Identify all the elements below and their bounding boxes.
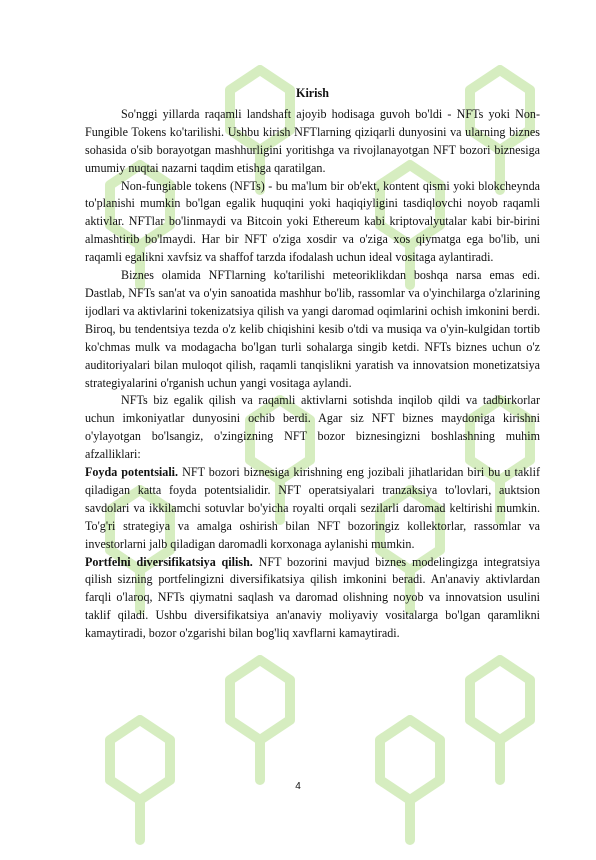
paragraph-1: So'nggi yillarda raqamli landshaft ajoyib hodisaga guvoh bo'ldi - NFTs yoki Non-Fungible Tokens ko'tarilishi. Ushbu kirish NFTlarning qiziqarli dunyosini va ularning biznes sohasida o'sib borayotgan mashhurligini yoritishga va rivojlanayotgan NFT bozori biznesiga umumiy nuqtai nazarni taqdim etishga qaratilgan. — [85, 106, 540, 175]
page-title: Kirish — [296, 86, 329, 100]
document-body — [85, 85, 540, 643]
paragraph-2: Non-fungiable tokens (NFTs) - bu ma'lum bir ob'ekt, kontent qismi yoki blokcheynda to'planishi mumkin bo'lgan egalik huquqini yoki haqiqiyligini tasdiqlovchi noyob raqamli aktivlar. NFTlar bo'linmaydi va Bitcoin yoki Ethereum kabi kriptovalyutalar kabi bir-birini almashtirib bo'lmaydi. Har bir NFT o'ziga xosdir va o'ziga xos qiymatga ega bo'lib, uni raqamli egalikni xavfsiz va shaffof tarzda ifodalash uchun ideal vositaga aylantiradi. — [85, 178, 540, 265]
section-lead: Portfelni diversifikatsiya qilish. — [85, 554, 253, 569]
paragraph-3: Biznes olamida NFTlarning ko'tarilishi meteoriklikdan boshqa narsa emas edi. Dastlab, NFTs san'at va o'yin sanoatida mashhur bo'lib, rassomlar va o'yinchilarga o'zlarining ijodlari va aktivlarini tokenizatsiya qilish va yangi daromad oqimlarini ochish imkonini berdi. Biroq, bu tendentsiya tezda o'z kelib chiqishini kesib o'tdi va musiqa va o'yin-kulgidan tortib ko'chmas mulk va modagacha bo'lgan turli sohalarga singib ketdi. NFTs biznes uchun o'z auditoriyalari bilan muloqot qilish, raqamli tanqislikni yaratish va innovatsion monetizatsiya strategiyalarini o'rganish uchun yangi vositaga aylandi. — [85, 268, 540, 390]
section-text: NFT bozorini mavjud biznes modelingizga integratsiya qilish sizning portfelingizni diversifikatsiya qilish imkonini beradi. An'anaviy aktivlardan farqli o'laroq, NFTs qiymatni saqlash va daromad olishning noyob va innovatsion usulini taklif qiladi. Ushbu diversifikatsiya an'anaviy moliyaviy vositalarga bo'lgan qaramlikni kamaytiradi, bozor o'zgarishi bilan bog'liq xavflarni kamaytiradi. — [85, 554, 540, 641]
watermark-logo-icon — [200, 640, 320, 800]
section-portfolio-diversification — [85, 554, 540, 644]
section-text: NFT bozori biznesiga kirishning eng jozibali jihatlaridan biri bu u taklif qiladigan katta foyda potentsialidir. NFT operatsiyalari tranzaksiya to'lovlari, auktsion savdolari va ikkilamchi sotuvlar bo'yicha royalti orqali sezilarli daromad keltirishi mumkin. To'g'ri strategiya va amalga oshirish bilan NFT bozoringiz kollektorlar, rassomlar va investorlarni jalb qiladigan daromadli korxonaga aylanishi mumkin. — [85, 465, 540, 551]
watermark-logo-icon — [350, 700, 470, 860]
section-lead: Foyda potentsiali. — [85, 465, 179, 480]
page-number: 4 — [295, 781, 301, 792]
paragraph-4: NFTs biz egalik qilish va raqamli aktivlarni sotishda inqilob qildi va tadbirkorlar uchun imkoniyatlar dunyosini ochib berdi. Agar siz NFT biznes maydoniga kirishni o'ylayotgan bo'lsangiz, o'zingizning NFT bozor biznesingizni boshlashning muhim afzalliklari: — [85, 393, 540, 462]
section-profit-potential — [85, 464, 540, 554]
watermark-logo-icon — [80, 700, 200, 860]
